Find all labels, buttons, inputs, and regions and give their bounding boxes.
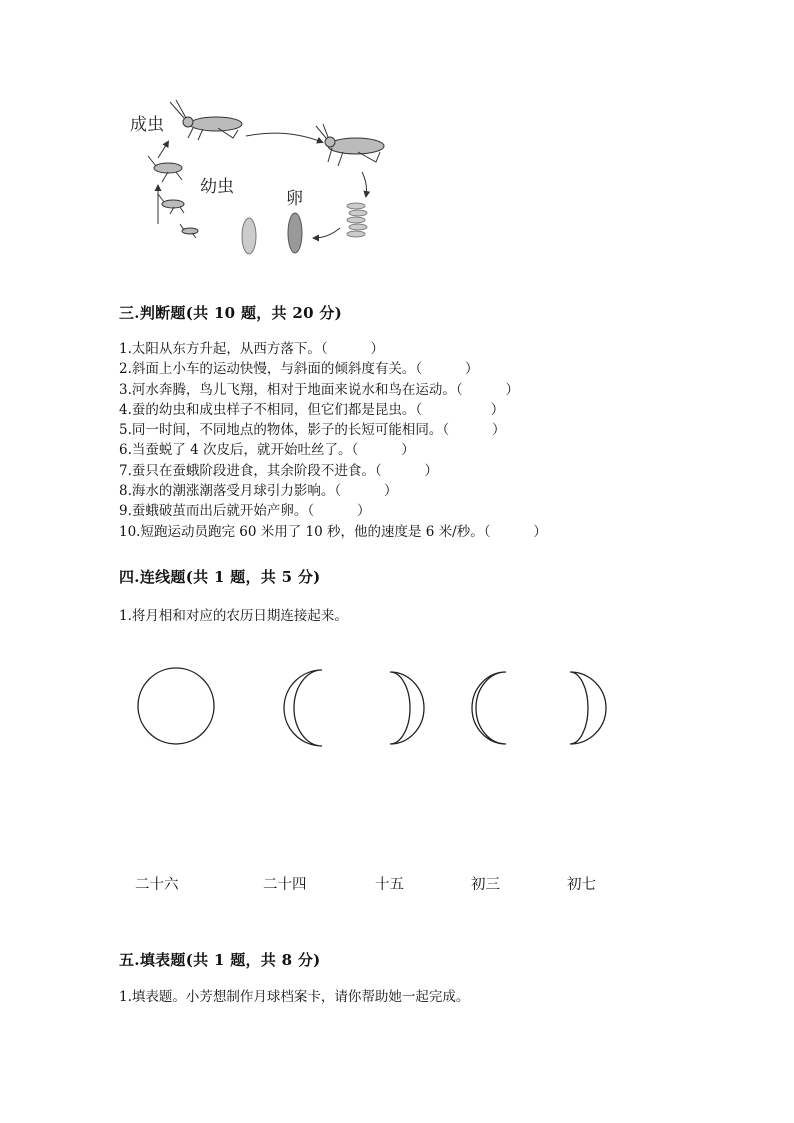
nymph-medium-icon [158,194,184,214]
nymph-large-icon [148,156,182,182]
question-item: 4.蚕的幼虫和成虫样子不相同，但它们都是昆虫。（ ） [119,401,505,418]
question-item: 8.海水的潮涨潮落受月球引力影响。（ ） [119,483,398,500]
section3-title: 三.判断题(共 10 题，共 20 分) [119,304,343,322]
question-item: 5.同一时间，不同地点的物体，影子的长短可能相同。（ ） [119,422,506,439]
adult-grasshopper-icon [170,100,242,140]
question-item: 6.当蚕蜕了 4 次皮后，就开始吐丝了。（ ） [119,442,415,459]
section3-question-list [119,339,547,542]
question-item: 1.太阳从东方升起，从西方落下。（ ） [119,341,385,357]
nymph-small-icon [180,224,198,238]
waning-crescent-icon [284,670,322,746]
arrow-icon [158,142,168,158]
grasshopper-lifecycle-diagram [118,96,398,266]
waxing-crescent-wide-icon [570,672,606,744]
label-adult: 成虫 [130,115,164,135]
question-item: 3.河水奔腾，鸟儿飞翔，相对于地面来说水和鸟在运动。（ ） [119,381,520,398]
label-egg: 卵 [286,189,303,209]
egg-icon [288,213,302,253]
waning-crescent-thin-icon [472,672,506,744]
full-moon-icon [138,668,214,744]
lunar-date-label: 十五 [375,877,404,893]
arrow-icon [362,172,367,196]
arrow-icon [246,133,322,142]
adult-grasshopper-icon [316,124,384,166]
moon-phase-row [128,664,628,764]
egg-cluster-icon [347,203,367,237]
question-item: 2.斜面上小车的运动快慢，与斜面的倾斜度有关。（ ） [119,361,479,378]
section5-title: 五.填表题(共 1 题，共 8 分) [119,951,321,969]
section5-question: 1.填表题。小芳想制作月球档案卡，请你帮助她一起完成。 [119,989,470,1005]
arrow-icon [314,228,340,238]
question-item: 7.蚕只在蚕蛾阶段进食，其余阶段不进食。（ ） [119,462,439,479]
waxing-crescent-icon [390,672,424,744]
section4-question: 1.将月相和对应的农历日期连接起来。 [119,608,348,624]
label-nymph: 幼虫 [200,177,234,197]
section4-title: 四.连线题(共 1 题，共 5 分) [119,568,321,586]
lunar-date-label: 二十四 [263,877,307,893]
question-item: 9.蚕蛾破茧而出后就开始产卵。（ ） [119,503,371,520]
lunar-date-label: 初三 [471,877,500,893]
question-item: 10.短跑运动员跑完 60 米用了 10 秒，他的速度是 6 米/秒。（ ） [119,523,547,540]
lunar-date-label: 初七 [567,877,596,893]
lunar-date-label: 二十六 [135,877,179,893]
egg-icon [242,218,256,254]
